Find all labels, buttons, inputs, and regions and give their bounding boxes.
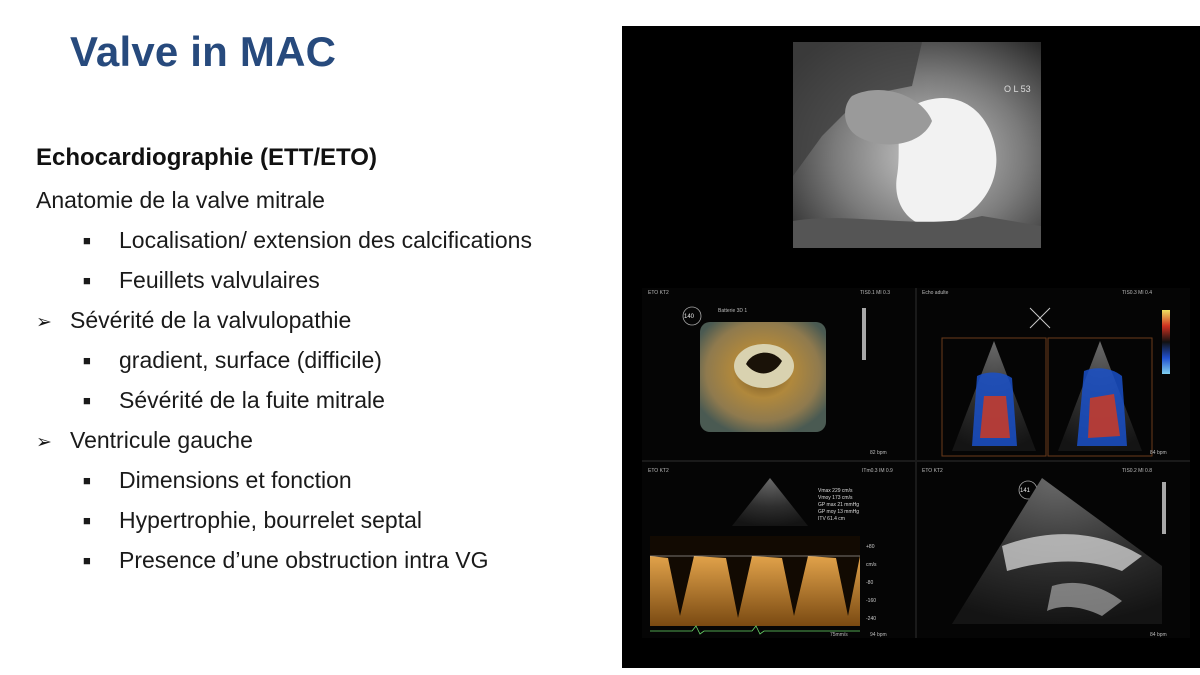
doppler-scale-label: cm/s (866, 562, 877, 568)
bullet-line (36, 220, 626, 260)
echo-image-collage (622, 26, 1200, 668)
svg-text:140: 140 (684, 314, 695, 320)
ct-image (793, 42, 1041, 248)
doppler-readout: Vmax 229 cm/s (818, 488, 853, 494)
doppler-scale-label: -80 (866, 580, 874, 586)
gain-scale-bar-2 (1162, 482, 1166, 534)
svg-text:TIS0.2 MI 0.8: TIS0.2 MI 0.8 (1122, 468, 1153, 474)
bullet-line (36, 180, 626, 220)
doppler-readout: Vmoy 173 cm/s (818, 495, 853, 501)
bullet-line (36, 500, 626, 540)
svg-text:141: 141 (1020, 488, 1031, 494)
doppler-readout: GP moy 13 mmHg (818, 509, 860, 515)
square-bullet-icon: ■ (83, 553, 91, 568)
slide-content (36, 144, 626, 580)
color-scale-bar (1162, 310, 1170, 374)
bullet-text: gradient, surface (difficile) (119, 347, 382, 373)
bullet-text: Localisation/ extension des calcifications (119, 227, 532, 253)
bullet-text: Hypertrophie, bourrelet septal (119, 507, 422, 533)
slide-title: Valve in MAC (70, 28, 337, 75)
doppler-scale-label: -160 (866, 598, 877, 604)
svg-text:82 bpm: 82 bpm (870, 450, 887, 456)
square-bullet-icon: ■ (83, 353, 91, 368)
bullet-line (36, 380, 626, 420)
arrow-bullet-icon: ➢ (36, 312, 52, 333)
svg-text:94 bpm: 94 bpm (870, 632, 887, 638)
svg-text:84 bpm: 84 bpm (1150, 632, 1167, 638)
bullet-text: Feuillets valvulaires (119, 267, 320, 293)
bullet-line (36, 340, 626, 380)
doppler-readout: GP max 21 mmHg (818, 502, 860, 508)
svg-text:TIS0.1 MI 0.3: TIS0.1 MI 0.3 (860, 290, 891, 296)
svg-text:Echo adulte: Echo adulte (922, 290, 949, 296)
svg-text:84 bpm: 84 bpm (1150, 450, 1167, 456)
square-bullet-icon: ■ (83, 273, 91, 288)
svg-text:75mm/s: 75mm/s (830, 632, 848, 638)
bullet-text: Sévérité de la fuite mitrale (119, 387, 385, 413)
bullet-line (36, 300, 626, 340)
bullet-line (36, 260, 626, 300)
svg-text:ITm0.3 IM 0.9: ITm0.3 IM 0.9 (862, 468, 893, 474)
square-bullet-icon: ■ (83, 513, 91, 528)
square-bullet-icon: ■ (83, 393, 91, 408)
bullet-text: Dimensions et fonction (119, 467, 352, 493)
arrow-bullet-icon: ➢ (36, 432, 52, 453)
bullet-text: Anatomie de la valve mitrale (36, 187, 325, 213)
svg-text:Batterie 3D 1: Batterie 3D 1 (718, 308, 748, 314)
svg-text:ETO KT2: ETO KT2 (648, 290, 669, 296)
ct-label: O L 53 (1004, 84, 1031, 94)
bullet-text: Presence d’une obstruction intra VG (119, 547, 489, 573)
svg-text:ETO KT2: ETO KT2 (922, 468, 943, 474)
doppler-scale-label: -240 (866, 616, 877, 622)
gain-scale-bar (862, 308, 866, 360)
section-heading: Echocardiographie (ETT/ETO) (36, 144, 377, 171)
doppler-readout: ITV 61.4 cm (818, 516, 845, 522)
bullet-text: Ventricule gauche (70, 427, 253, 453)
echo-image-panel (622, 26, 1200, 668)
bullet-text: Sévérité de la valvulopathie (70, 307, 352, 333)
bullet-list (36, 180, 626, 580)
bullet-line (36, 540, 626, 580)
svg-text:ETO KT2: ETO KT2 (648, 468, 669, 474)
square-bullet-icon: ■ (83, 473, 91, 488)
square-bullet-icon: ■ (83, 233, 91, 248)
bullet-line (36, 420, 626, 460)
doppler-scale-label: +80 (866, 544, 875, 550)
bullet-line (36, 460, 626, 500)
svg-text:TIS0.3 MI 0.4: TIS0.3 MI 0.4 (1122, 290, 1153, 296)
